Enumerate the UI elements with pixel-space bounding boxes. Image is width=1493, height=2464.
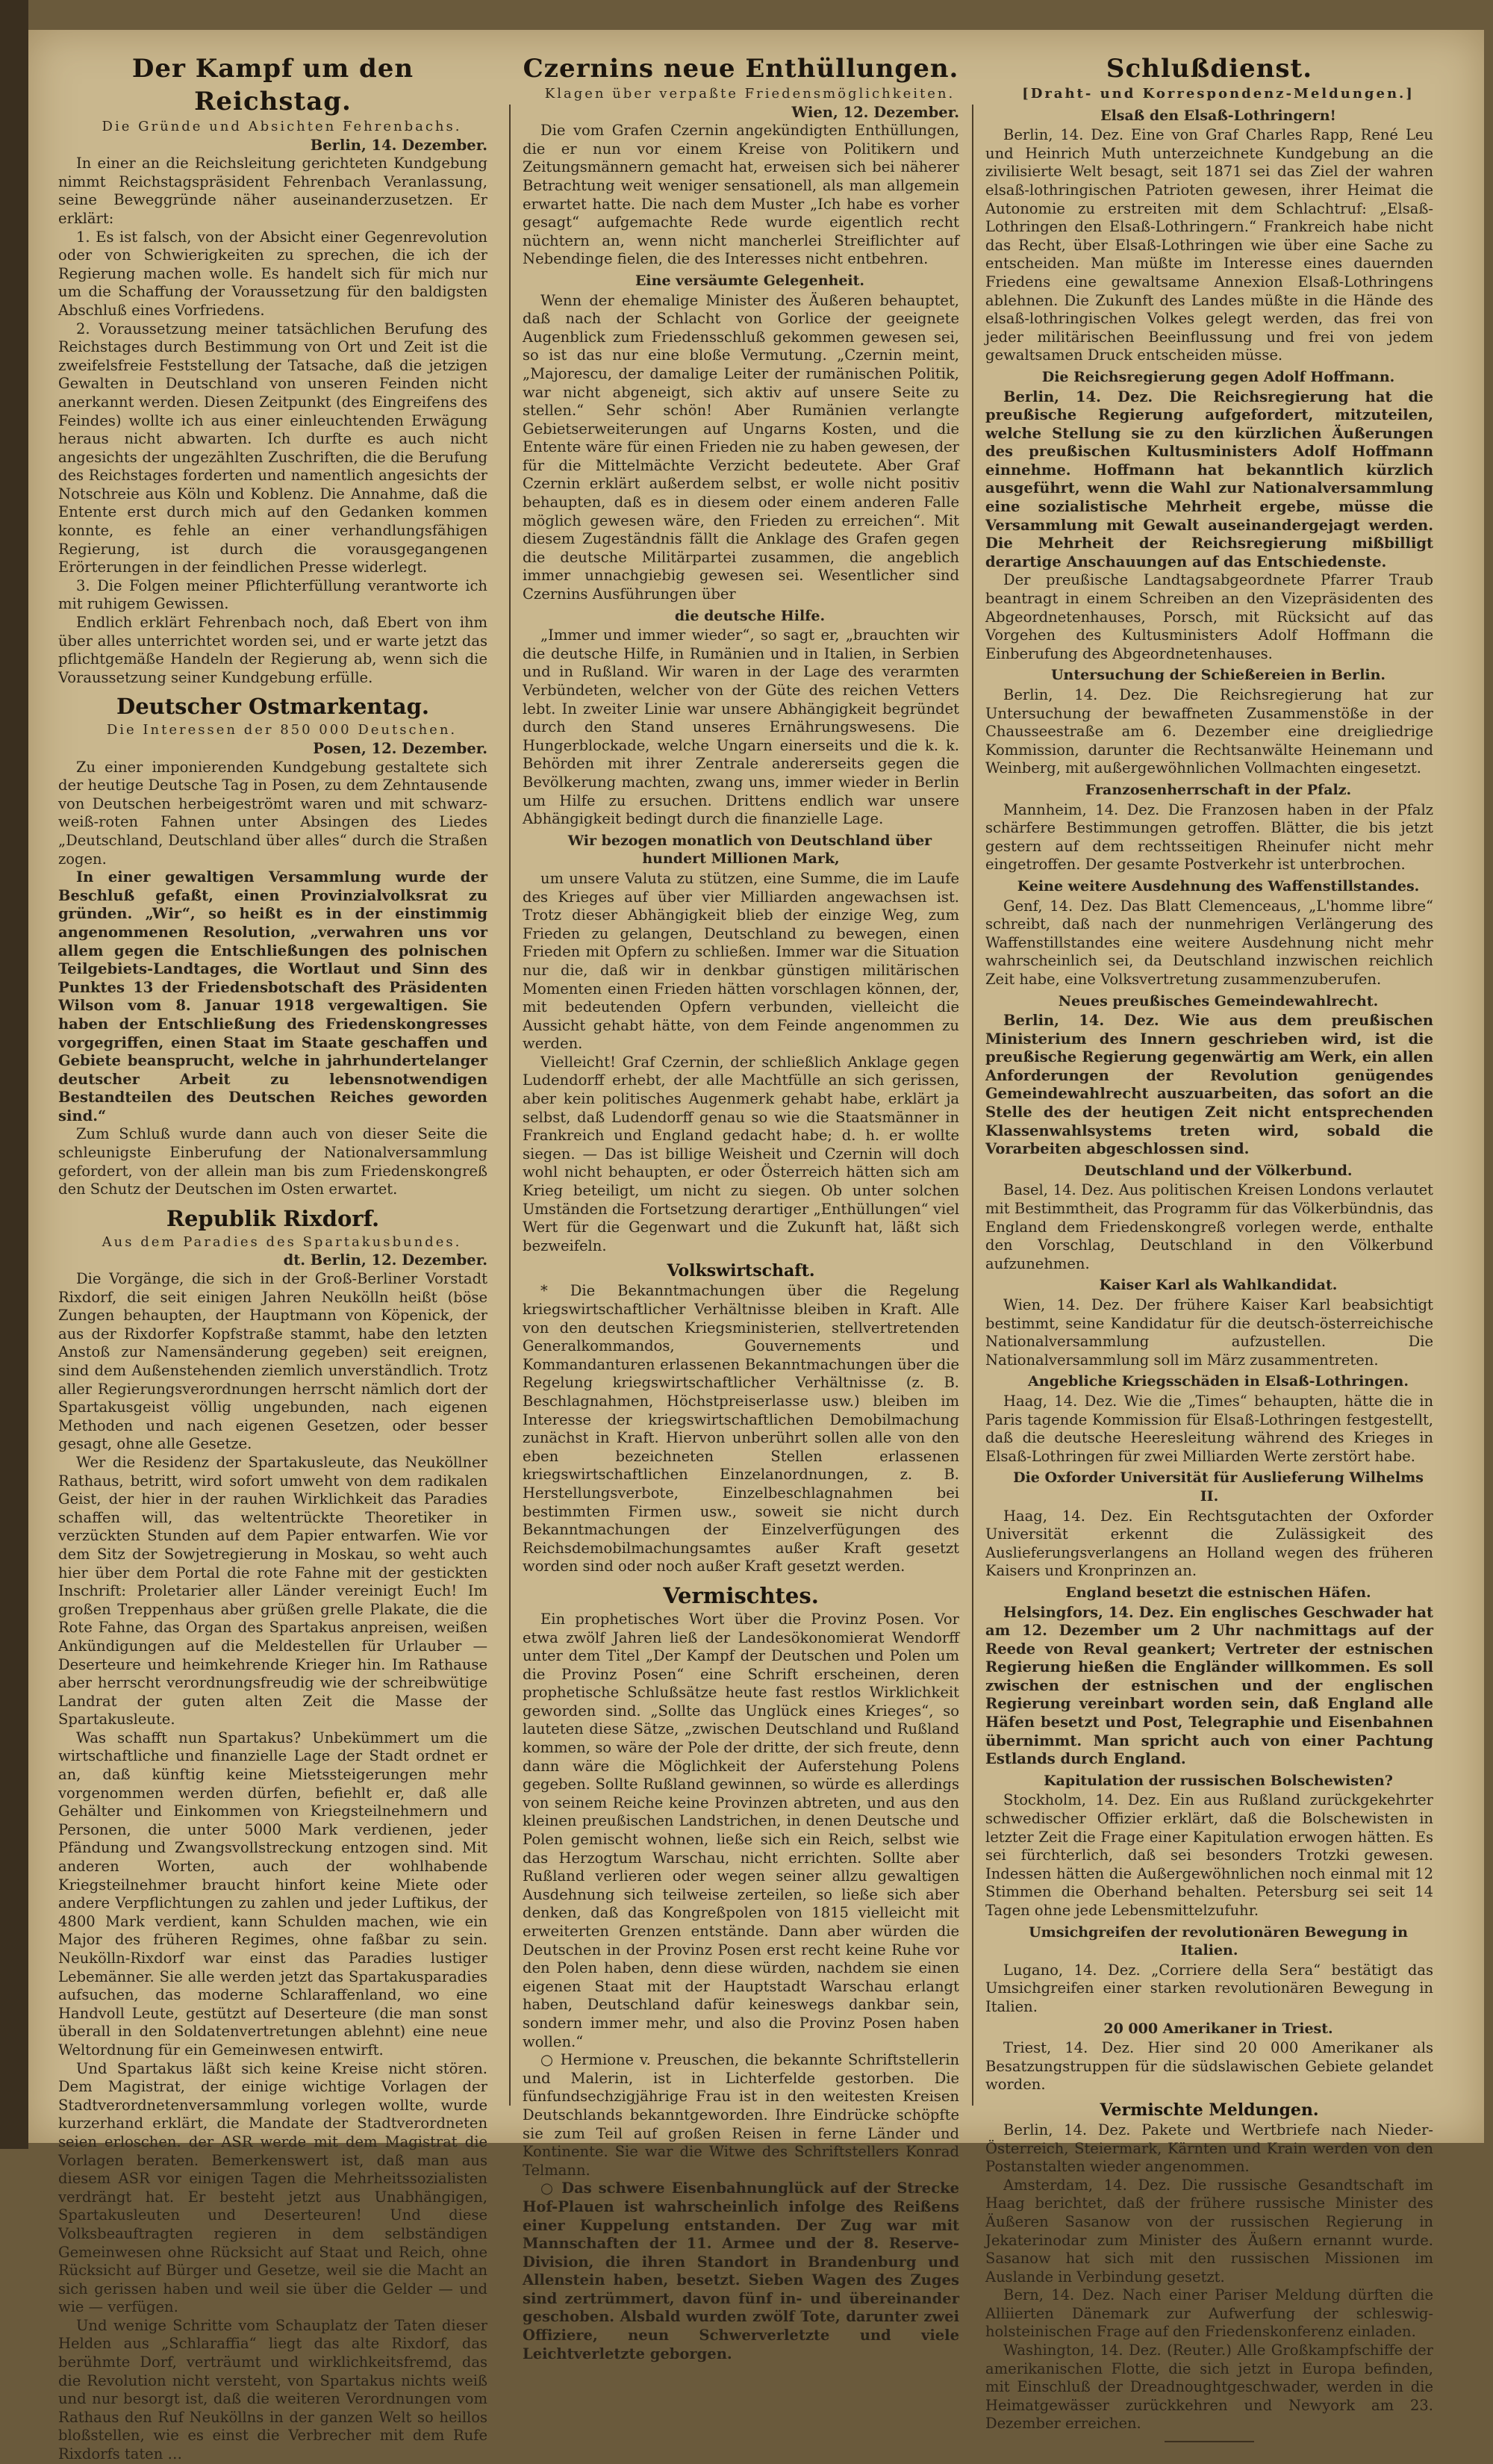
paragraph: Ein prophetisches Wort über die Provinz Posen. Vor etwa zwölf Jahren ließ der Landesökonomierat Wendorff unter dem Titel „Der Kampf der Deutschen und Polen um die Provinz Posen“ eine Schrift erscheinen, deren prophetische Schlußsätze heute fast restlos Wirklichkeit geworden sind. „Sollte das Unglück eines Krieges“, so lauteten diese Sätze, „zwischen Deutschland und Rußland kommen, so wäre der Pole der dritte, der sich freute, denn dann wäre die Möglichkeit der Auferstehung Polens gegeben. Sollte Rußland gewinnen, so würde es allerdings von seinem Reiche keine Provinzen abtreten, und aus den kleinen preußischen Landstrichen, in denen Deutsche und Polen gemischt wohnen, ließe sich ein Reich, selbst wie das Herzogtum Warschau, nicht errichten. Sollte aber Rußland verlieren oder wegen seiner allzu gewaltigen Ausdehnung sich teilweise zerteilen, so ließe sich aber denken, daß das Kongreßpolen von 1815 vielleicht mit erweiterten Grenzen entstände. Dann aber würden die Deutschen in der Provinz Posen erst recht keine Ruhe vor den Polen haben, denn diese würden, nachdem sie einen eigenen Staat mit der Hauptstadt Warschau erlangt haben, Deutschland dafür keineswegs dankbar sein, sondern immer mehr, und also die Provinz Posen haben wollen.“ xyxy=(523,1610,959,2050)
paragraph: Und wenige Schritte vom Schauplatz der Taten dieser Helden aus „Schlaraffia“ liegt das alte Rixdorf, das berühmte Dorf, verträumt und wirklichkeitsfremd, das die Revolution nicht versteht, von Spartakus nichts weiß und nur besorgt ist, daß die weiteren Verordnungen vom Rathaus den Ruf Neuköllns in der ganzen Welt so heillos bloßstellen, wie es einst die Verbrecher mit dem Rufe Rixdorfs taten … xyxy=(58,2316,487,2463)
paragraph: Berlin, 14. Dez. Wie aus dem preußischen Ministerium des Innern geschrieben wird, ist die preußische Regierung gegenwärtig am Werk, ein allen Anforderungen der Revolution genügendes Gemeindewahlrecht auszuarbeiten, das sofort an die Stelle des der heutigen Zeit nicht entsprechenden Klassenwahlsystems treten wird, sobald die Vorarbeiten abgeschlossen sind. xyxy=(985,1012,1433,1158)
paragraph: Berlin, 14. Dez. Pakete und Wertbriefe nach Nieder-Österreich, Steiermark, Kärnten und Krain werden von den Postanstalten wieder angenommen. xyxy=(985,2121,1433,2176)
paragraph: 1. Es ist falsch, von der Absicht einer Gegenrevolution oder von Schwierigkeiten zu sprechen, die ich der Regierung machen wolle. Es handelt sich für mich nur um die Schaffung der Voraussetzung für den baldigsten Abschluß eines Vorfriedens. xyxy=(58,228,487,319)
paragraph: Haag, 14. Dez. Wie die „Times“ behaupten, hätte die in Paris tagende Kommission für Elsaß-Lothringen festgestellt, daß die deutsche Heeresleitung während des Krieges in Elsaß-Lothringen für zwei Milliarden Werte zerstört habe. xyxy=(985,1392,1433,1465)
end-rule xyxy=(1165,2441,1254,2442)
section-title-volkswirtschaft: Volkswirtschaft. xyxy=(667,1261,815,1281)
paragraph: ○ Hermione v. Preuschen, die bekannte Schriftstellerin und Malerin, ist in Lichterfelde gestorben. Die fünfundsechzigjährige Frau ist in den weitesten Kreisen Deutschlands bekanntgeworden. Ihre Eindrücke schöpfte sie zum Teil auf großen Reisen in ferne Länder und Kontinente. Sie war die Witwe des Schriftstellers Konrad Telmann. xyxy=(523,2051,959,2179)
paragraph: ○ Das schwere Eisenbahnunglück auf der Strecke Hof-Plauen ist wahrscheinlich infolge des Reißens einer Kuppelung entstanden. Der Zug war mit Mannschaften der 11. Armee und der 8. Reserve-Division, die ihren Standort in Brandenburg und Allenstein haben, besetzt. Sieben Wagen des Zuges sind zertrümmert, davon fünf in- und übereinander geschoben. Alsbald wurden zwölf Tote, darunter zwei Offiziere, neun Schwerverletzte und viele Leichtverletzte geborgen. xyxy=(523,2180,959,2362)
subtitle-czernin: Klagen über verpaßte Friedensmöglichkeiten. xyxy=(544,86,956,102)
column-right xyxy=(985,52,1433,2433)
dateline-czernin: Wien, 12. Dezember. xyxy=(791,103,959,121)
dateline-ostmark: Posen, 12. Dezember. xyxy=(313,740,487,757)
paragraph: Mannheim, 14. Dez. Die Franzosen haben in der Pfalz schärfere Bestimmungen getroffen. Blätter, die bis jetzt gestern auf dem rechtsseitigen Rheinufer nicht mehr eingetroffen. Der gesamte Postverkehr ist unterbrochen. xyxy=(985,800,1433,874)
paragraph: In einer gewaltigen Versammlung wurde der Beschluß gefaßt, einen Provinzialvolksrat zu gründen. „Wir“, so heißt es in der einstimmig angenommenen Resolution, „verwahren uns vor allem gegen die Entschließungen des polnischen Teilgebiets-Landtages, die Wortlaut und Sinn des Punktes 13 der Friedensbotschaft des Präsidenten Wilson vom 8. Januar 1918 vergewaltigen. Sie haben der Entschließung des Friedenskongresses vorgegriffen, einen Staat im Staate geschaffen und Gebiete beansprucht, welche in jahrhundertelanger deutscher Arbeit zu lebensnotwendigen Bestandteilen des Deutschen Reiches geworden sind.“ xyxy=(58,868,487,1124)
paragraph: Triest, 14. Dez. Hier sind 20 000 Amerikaner als Besatzungstruppen für die südslawischen Gebiete gelandet worden. xyxy=(985,2039,1433,2094)
section-heading: die deutsche Hilfe. xyxy=(674,607,826,624)
subtitle-rixdorf: Aus dem Paradies des Spartakusbundes. xyxy=(102,1233,462,1250)
paragraph: Wenn der ehemalige Minister des Äußeren behauptet, daß nach der Schlacht von Gorlice der geeignete Augenblick zum Friedensschluß gekommen gewesen sei, so ist das nur eine bloße Vermutung. „Czernin meint, „Majorescu, der damalige Leiter der rumänischen Politik, war nicht abgeneigt, sich aktiv auf unsere Seite zu stellen.“ Sehr schön! Aber Rumänien verlangte Gebietserweiterungen auf Ungarns Kosten, und die Entente wäre für einen Frieden nie zu haben gewesen, der für die Mittelmächte Verzicht bedeutete. Aber Graf Czernin erklärt außerdem selbst, er wolle nicht positiv behaupten, daß es in diesem oder einem anderen Falle möglich gewesen wäre, den Frieden zu erreichen“. Mit diesem Zugeständnis fällt die Anklage des Grafen gegen die deutsche Militärpartei zusammen, die angeblich immer unnachgiebig gewesen sei. Wesentlicher sind Czernins Ausführungen über xyxy=(523,291,959,603)
section-heading: Wir bezogen monatlich von Deutschland über hundert Millionen Mark, xyxy=(567,832,932,868)
paragraph: Genf, 14. Dez. Das Blatt Clemenceaus, „L'homme libre“ schreibt, daß nach der nunmehrigen Verlängerung des Waffenstillstandes eine weitere Ausdehnung nicht mehr wahrscheinlich sei, da Deutschland inzwischen reichlich Zeit habe, eine Volksvertretung zusammenzuberufen. xyxy=(985,897,1433,988)
section-heading: Kaiser Karl als Wahlkandidat. xyxy=(1099,1277,1338,1294)
paragraph: Amsterdam, 14. Dez. Die russische Gesandtschaft im Haag berichtet, daß der frühere russische Minister des Äußeren Sasanow von der russischen Regierung in Jekaterinodar zum Minister des Äußern ernannt wurde. Sasanow hat sich mit den russischen Missionen im Auslande in Verbindung gesetzt. xyxy=(985,2176,1433,2286)
section-heading: Untersuchung der Schießereien in Berlin. xyxy=(1050,667,1386,684)
paragraph: In einer an die Reichsleitung gerichteten Kundgebung nimmt Reichstagspräsident Fehrenbach Veranlassung, seine Beweggründe näher auseinanderzusetzen. Er erklärt: xyxy=(58,155,487,227)
paragraph: Vielleicht! Graf Czernin, der schließlich Anklage gegen Ludendorff erhebt, der alle Machtfülle an sich gerissen, aber kein politisches Augenmerk gehabt habe, erklärt ja selbst, daß Ludendorff genau so wie die Staatsmänner in Frankreich und England gedacht habe; d. h. er wollte siegen. — Das ist billige Weisheit und Czernin will doch wohl nicht behaupten, er oder Österreich hätten sich am Krieg beteiligt, um nicht zu siegen. Ob unter solchen Umständen die Fortsetzung derartiger „Enthüllungen“ viel Wert für die Gegenwart und die Zukunft hat, läßt sich bezweifeln. xyxy=(523,1053,959,1254)
paragraph: Basel, 14. Dez. Aus politischen Kreisen Londons verlautet mit Bestimmtheit, das Programm für das Völkerbündnis, das England dem Friedenskongreß vorlegen werde, enthalte den Vorschlag, Deutschland in den Völkerbund aufzunehmen. xyxy=(985,1181,1433,1272)
section-heading: Angebliche Kriegsschäden in Elsaß-Lothringen. xyxy=(1028,1373,1409,1390)
section-heading: Kapitulation der russischen Bolschewisten? xyxy=(1044,1772,1393,1789)
paragraph: * Die Bekanntmachungen über die Regelung kriegswirtschaftlicher Verhältnisse bleiben in Kraft. Alle von den deutschen Kriegsministerien, stellvertretenden Generalkommandos, Gouvernements und Kommandanturen erlassenen Bekanntmachungen über die Regelung kriegswirtschaftlicher Verhältnisse (z. B. Beschlagnahmen, Höchstpreiserlasse usw.) bleiben im Interesse der kriegswirtschaftlichen Demobilmachung zunächst in Kraft. Hiervon unberührt sollen alle von den eben bezeichneten Stellen erlassenen kriegswirtschaftlichen Einzelanordnungen, z. B. Herstellungsverbote, Einzelbeschlagnahmen bei bestimmten Firmen usw., soweit sie nicht durch Bekanntmachungen der Einzelverfügungen des Reichsdemobilmachungsamtes außer Kraft gesetzt worden sind oder noch außer Kraft gesetzt werden. xyxy=(523,1282,959,1575)
dateline-rixdorf: dt. Berlin, 12. Dezember. xyxy=(283,1251,487,1269)
paragraph: um unsere Valuta zu stützen, eine Summe, die im Laufe des Krieges auf über vier Milliarden angewachsen ist. Trotz dieser Abhängigkeit blieb der einzige Weg, zum Frieden zu gelangen, Deutschland zu bewegen, einen Frieden mit Opfern zu schließen. Immer war die Situation nur die, daß wir in denkbar günstigen militärischen Momenten einen Frieden hätten vorschlagen können, der, mit bedeutenden Opfern verbunden, vielleicht die Aussicht gehabt hätte, von dem Feinde angenommen zu werden. xyxy=(523,869,959,1053)
paragraph: Wer die Residenz der Spartakusleute, das Neuköllner Rathaus, betritt, wird sofort umweht von dem radikalen Geist, der hier in der rauhen Wirklichkeit das Paradies schaffen will, das weltentrückte Theoretiker in verzückten Stunden auf dem Papier entwarfen. Wie vor dem Sitz der Sowjetregierung in Moskau, so weht auch hier über dem Portal die rote Fahne mit der gestickten Inschrift: Proletarier aller Länder vereinigt Euch! Im großen Treppenhaus aber grüßen grelle Plakate, die die Rote Fahne, das Organ des Spartakus anpreisen, weißen Ankündigungen auf die Meldestellen für Urlauber — Deserteure und heimkehrende Krieger hin. Im Rathause aber herrscht verordnungsfreudig wie der schreibwütige Landrat der guten alten Zeit die Masse der Spartakusleute. xyxy=(58,1453,487,1729)
paragraph: Endlich erklärt Fehrenbach noch, daß Ebert von ihm über alles unterrichtet worden sei, und er warte jetzt das pflichtgemäße Handeln der Regierung ab, wenn sich die Voraussetzung seiner Kundgebung erfülle. xyxy=(58,614,487,686)
article-title-ostmark: Deutscher Ostmarkentag. xyxy=(116,694,429,720)
section-heading: Franzosenherrschaft in der Pfalz. xyxy=(1085,781,1352,798)
section-title-schlussdienst: Schlußdienst. xyxy=(1106,54,1313,84)
column-rule-2 xyxy=(972,105,973,2106)
section-heading: Eine versäumte Gelegenheit. xyxy=(635,272,865,289)
paragraph: 3. Die Folgen meiner Pflichterfüllung verantworte ich mit ruhigem Gewissen. xyxy=(58,576,487,613)
section-heading: England besetzt die estnischen Häfen. xyxy=(1065,1584,1371,1601)
paragraph: „Immer und immer wieder“, so sagt er, „brauchten wir die deutsche Hilfe, in Rumänien und in Italien, in Serbien und in Rußland. Wir waren in der Lage des verarmten Verbündeten, welcher von der Güte des reichen Vetters lebt. In zweiter Linie war unsere Abhängigkeit begründet durch den Stand unseres Ernährungswesens. Die Hungerblockade, welche Ungarn einerseits und die k. k. Behörden mit ihrer Zentrale andererseits gegen die Bevölkerung machten, zwang uns, immer wieder in Berlin um Hilfe zu ersuchen. Drittens endlich war unsere Abhängigkeit bedingt durch die finanzielle Lage. xyxy=(523,626,959,828)
paragraph: Und Spartakus läßt sich keine Kreise nicht stören. Dem Magistrat, der einige wichtige Vorlagen der Stadtverordnetenversammlung vorlegen wollte, wurde kurzerhand erklärt, die Mandate der Stadtverordneten seien erloschen. der ASR werde mit dem Magistrat die Vorlagen beraten. Bemerkenswert ist, daß man aus diesem ASR vor einigen Tagen die Mehrheitssozialisten verdrängt hat. Er besteht jetzt aus Unabhängigen, Spartakusleuten und Deserteuren! Und diese Volksbeauftragten regieren in dem selbständigen Gemeinwesen ohne Rücksicht auf Staat und Reich, ohne Rücksicht auf Bürger und Gesetze, weil sie die Macht an sich gerissen haben und weil sie über die Gelder — und wie — verfügen. xyxy=(58,2059,487,2316)
paragraph: Zum Schluß wurde dann auch von dieser Seite die schleunigste Einberufung der Nationalversammlung gefordert, von der allein man bis zum Friedenskongreß den Schutz der Deutschen im Osten erwartet. xyxy=(58,1125,487,1198)
paragraph: Berlin, 14. Dez. Die Reichsregierung hat zur Untersuchung der bewaffneten Zusammenstöße in der Chausseestraße am 6. Dezember eine dreigliedrige Kommission, darunter die Rechtsanwälte Heinemann und Weinberg, mit außergewöhnlichen Vollmachten eingesetzt. xyxy=(985,686,1433,777)
section-title-vermischtes: Vermischtes. xyxy=(663,1582,819,1608)
section-heading: Deutschland und der Völkerbund. xyxy=(1084,1162,1353,1179)
subtitle-ostmark: Die Interessen der 850 000 Deutschen. xyxy=(106,722,458,738)
section-heading: Die Oxforder Universität für Auslieferung Wilhelms II. xyxy=(1013,1469,1424,1505)
paragraph: Bern, 14. Dez. Nach einer Pariser Meldung dürften die Alliierten Dänemark zur Aufwerfung der schleswig-holsteinischen Frage auf den Friedenskonferenz einladen. xyxy=(985,2286,1433,2341)
column-rule-1 xyxy=(509,105,511,2106)
paragraph: Was schafft nun Spartakus? Unbekümmert um die wirtschaftliche und finanzielle Lage der Stadt ordnet er an, daß künftig keine Mietssteigerungen mehr vorgenommen werden dürfen, befiehlt er, daß alle Gehälter und Einkommen von Kriegsteilnehmern und Personen, die unter 5000 Mark verdienen, jeder Pfändung und Zwangsvollstreckung entzogen sind. Mit anderen Worten, auch der wohlhabende Kriegsteilnehmer braucht hinfort keine Miete oder andere Verpflichtungen zu zahlen und jeder Luftikus, der 4800 Mark verdient, kann Schulden machen, wie ein Major des früheren Regimes, ohne faßbar zu sein. Neukölln-Rixdorf war einst das Paradies lustiger Lebemänner. Sie alle werden jetzt das Spartakusparadies aufsuchen, das moderne Schlaraffenland, wo eine Handvoll Leute, gestützt auf Deserteure (die man sonst überall in den Soldatenvertretungen ablehnt) eine neue Weltordnung für ein Gemeinwesen entwirft. xyxy=(58,1729,487,2059)
paragraph: Die vom Grafen Czernin angekündigten Enthüllungen, die er nun vor einem Kreise von Politikern und Zeitungsmännern gemacht hat, erweisen sich bei näherer Betrachtung weit weniger sensationell, als man allgemein erwartet hatte. Die nach dem Muster „Ich habe es vorher gesagt“ aufgemachte Rede wurde eigentlich recht nüchtern an, wenn nicht mancherlei Streiflichter auf Nebendinge fielen, die des Interesses nicht entbehren. xyxy=(523,122,959,268)
column-left xyxy=(58,52,487,2463)
paragraph: Die Vorgänge, die sich in der Groß-Berliner Vorstadt Rixdorf, die seit einigen Jahren Neukölln heißt (böse Zungen behaupten, der Hauptmann von Köpenick, der aus der Rixdorfer Kopfstraße stammt, habe den letzten Anstoß zur Namensänderung gegeben) seit ereignen, sind dem Außenstehenden ziemlich unverständlich. Trotz aller Regierungsverordnungen herrscht nämlich dort der Spartakusgeist völlig ungebunden, nach eigenen Methoden und nach eigenen Gesetzen, oder besser gesagt, ohne alle Gesetze. xyxy=(58,1270,487,1453)
section-heading: Keine weitere Ausdehnung des Waffenstillstandes. xyxy=(1017,877,1420,895)
paragraph: Berlin, 14. Dez. Die Reichsregierung hat die preußische Regierung aufgefordert, mitzuteilen, welche Stellung sie zu den kürzlichen Äußerungen des preußischen Kultusministers Adolf Hoffmann einnehme. Hoffmann hat bekanntlich kürzlich ausgeführt, wenn die Wahl zur Nationalversammlung eine sozialistische Mehrheit ergebe, müsse die Versammlung mit Gewalt auseinandergejagt werden. Die Mehrheit der Reichsregierung mißbilligt derartige Anschauungen auf das Entschiedenste. xyxy=(985,388,1433,570)
paragraph: Washington, 14. Dez. (Reuter.) Alle Großkampfschiffe der amerikanischen Flotte, die sich jetzt in Europa befinden, mit Einschluß der Dreadnoughtgeschwader, werden in die Heimatgewässer zurückkehren und Newyork am 23. Dezember erreichen. xyxy=(985,2342,1433,2433)
article-title-czernin: Czernins neue Enthüllungen. xyxy=(523,54,959,84)
section-heading: Umsichgreifen der revolutionären Bewegung in Italien. xyxy=(1029,1923,1408,1959)
section-heading: Die Reichsregierung gegen Adolf Hoffmann. xyxy=(1041,368,1395,385)
section-heading: 20 000 Amerikaner in Triest. xyxy=(1103,2020,1333,2037)
column-middle xyxy=(523,52,959,2362)
paragraph: Berlin, 14. Dez. Eine von Graf Charles Rapp, René Leu und Heinrich Muth unterzeichnete Kundgebung an die zivilisierte Welt besagt, seit 1871 sei das Ziel der wahren elsaß-lothringischen Patrioten gewesen, ihrer Heimat die Autonomie zu erstreiten mit dem Schlachtruf: „Elsaß-Lothringen den Elsaß-Lothringern.“ Frankreich habe nicht das Recht, über Elsaß-Lothringen wie über eine Sache zu entscheiden. Man müßte im Interesse eines dauernden Friedens eine gewaltsame Annexion Elsaß-Lothringens ablehnen. Die Zukunft des Landes müßte in die Hände des elsaß-lothringischen Volkes gelegt werden, das frei von jeder militärischen Beeinflussung und frei von jedem gewaltsamen Druck entscheiden müsse. xyxy=(985,126,1433,364)
binding-edge xyxy=(0,0,28,2149)
section-heading: Neues preußisches Gemeindewahlrecht. xyxy=(1058,992,1379,1009)
paragraph: Helsingfors, 14. Dez. Ein englisches Geschwader hat am 12. Dezember um 2 Uhr nachmittags auf der Reede von Reval geankert; Vertreter der estnischen Regierung hießen die Engländer willkommen. Es soll zwischen der estnischen und der englischen Regierung vereinbart worden sein, daß England alle Häfen besetzt und Post, Telegraphie und Eisenbahnen übernimmt. Man spricht auch von einer Pachtung Estlands durch England. xyxy=(985,1603,1433,1768)
section-heading: Elsaß den Elsaß-Lothringern! xyxy=(1100,107,1336,124)
paragraph: 2. Voraussetzung meiner tatsächlichen Berufung des Reichstages durch Bestimmung von Ort und Zeit ist die zweifelsfreie Feststellung der Tatsache, daß die jetzigen Gewalten in Deutschland von unseren Feinden nicht anerkannt werden. Diesen Zeitpunkt (des Eingreifens des Feindes) wollte ich aus einer einleuchtenden Erwägung heraus nicht abwarten. Ich durfte es auch nicht angesichts der ungezählten Zuschriften, die die Berufung des Reichstages forderten und namentlich angesichts der Notschreie aus Köln und Koblenz. Die Annahme, daß die Entente erst durch mich auf den Gedanken kommen konnte, es fehle an einer verhandlungsfähigen Regierung, ist durch die vorausgegangenen Erörterungen in der feindlichen Presse widerlegt. xyxy=(58,320,487,576)
article-title-reichstag: Der Kampf um den Reichstag. xyxy=(131,54,414,116)
dateline-reichstag: Berlin, 14. Dezember. xyxy=(310,136,487,154)
paragraph: Wien, 14. Dez. Der frühere Kaiser Karl beabsichtigt bestimmt, seine Kandidatur für die deutsch-österreichische Nationalversammlung aufzustellen. Die Nationalversammlung soll im März zusammentreten. xyxy=(985,1296,1433,1369)
article-title-rixdorf: Republik Rixdorf. xyxy=(166,1205,380,1231)
paragraph: Stockholm, 14. Dez. Ein aus Rußland zurückgekehrter schwedischer Offizier erklärt, daß die Bolschewisten in letzter Zeit die Frage einer Kapitulation erwogen hätten. Es sei fürchterlich, daß sei besonders Trotzki gewesen. Indessen hätten die Außergewöhnlichen noch einmal mit 12 Stimmen die Oberhand behalten. Petersburg sei seit 14 Tagen ohne jede Lebensmittelzufuhr. xyxy=(985,1791,1433,1919)
paragraph: Lugano, 14. Dez. „Corriere della Sera“ bestätigt das Umsichgreifen einer starken revolutionären Bewegung in Italien. xyxy=(985,1961,1433,2015)
subtitle-schlussdienst: [Draht- und Korrespondenz-Meldungen.] xyxy=(1022,86,1415,102)
paragraph: Zu einer imponierenden Kundgebung gestaltete sich der heutige Deutsche Tag in Posen, zu dem Zehntausende von Deutschen herbeigeströmt waren und mit schwarz-weiß-roten Fahnen unter Absingen des Liedes „Deutschland, Deutschland über alles“ durch die Straßen zogen. xyxy=(58,758,487,868)
section-title-vermischte-meldungen: Vermischte Meldungen. xyxy=(1100,2100,1319,2120)
paragraph: Haag, 14. Dez. Ein Rechtsgutachten der Oxforder Universität erkennt die Zulässigkeit des Auslieferungsverlangens an Holland wegen des früheren Kaisers und Kronprinzen an. xyxy=(985,1507,1433,1580)
subtitle-reichstag: Die Gründe und Absichten Fehrenbachs. xyxy=(102,119,462,134)
paragraph: Der preußische Landtagsabgeordnete Pfarrer Traub beantragt in einem Schreiben an den Vizepräsidenten des Abgeordnetenhauses, Porsch, mit Rücksicht auf das Vorgehen des Kultusministers Adolf Hoffmann die Einberufung des Abgeordnetenhauses. xyxy=(985,571,1433,662)
